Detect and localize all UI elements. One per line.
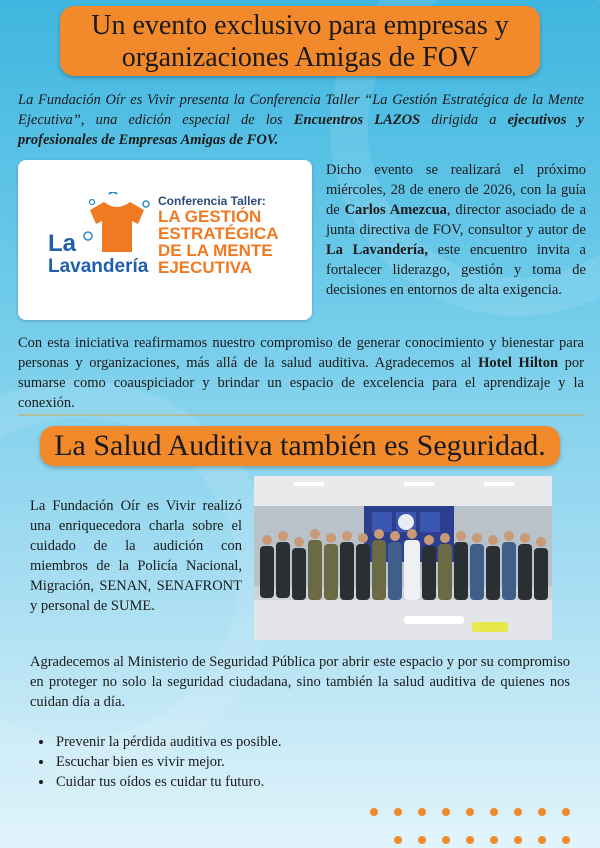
list-item: • Cuidar tus oídos es cuidar tu futuro.: [54, 772, 282, 792]
tips-list: [36, 732, 282, 792]
section1-title: Un evento exclusivo para empresas y organizaciones Amigas de FOV: [60, 6, 540, 76]
decorative-dot: [394, 836, 402, 844]
decorative-dot: [466, 808, 474, 816]
decorative-dot: [442, 836, 450, 844]
encuentros-lazos-highlight: Encuentros LAZOS: [293, 112, 421, 128]
logo-subtitle: Conferencia Taller:: [158, 194, 266, 208]
logo-brand-lavanderia: Lavandería: [48, 256, 149, 277]
commitment-paragraph: Con esta iniciativa reafirmamos nuestro compromiso de generar conocimiento y bienestar para personas y organizaciones, más allá de la salud auditiva. Agradecemos al Hotel Hilton por sumarse como coauspiciador y brindar un espacio de excelencia para el aprendizaje y la conexión.: [18, 335, 584, 411]
tshirt-icon: [80, 192, 154, 258]
decorative-dot: [418, 836, 426, 844]
sponsor-name: Hotel Hilton: [478, 355, 559, 371]
decorative-dot: [514, 808, 522, 816]
decorative-dot: [442, 808, 450, 816]
decorative-dot: [538, 836, 546, 844]
la-lavanderia-logo: [18, 160, 312, 320]
section1-intro: La Fundación Oír es Vivir presenta la Conferencia Taller “La Gestión Estratégica de la Mente Ejecutiva”, una edición especial de los Encuentros LAZOS dirigida a ejecutivos y profesionales de Empresas Amigas de FOV.: [18, 92, 584, 148]
speaker-name: Carlos Amezcua: [344, 202, 447, 218]
decorative-dot: [562, 836, 570, 844]
section2-title: La Salud Auditiva también es Seguridad.: [40, 426, 560, 466]
group-photo-illustration: [254, 476, 552, 640]
audience-highlight: ejecutivos y profesionales de Empresas Amigas de FOV.: [18, 112, 584, 148]
decorative-dot: [490, 808, 498, 816]
decorative-dot: [370, 808, 378, 816]
decorative-dot: [394, 808, 402, 816]
logo-brand-la: La: [48, 230, 77, 257]
group-photo: [254, 476, 552, 640]
decorative-dot: [562, 808, 570, 816]
section-divider: [18, 414, 584, 416]
decorative-dot: [418, 808, 426, 816]
list-item: • Prevenir la pérdida auditiva es posible.: [54, 732, 282, 752]
decorative-dot: [466, 836, 474, 844]
event-details-paragraph: Dicho evento se realizará el próximo miércoles, 28 de enero de 2026, con la guía de Carlos Amezcua, director asociado de a junta directiva de FOV, consultor y autor de La Lavandería, este encuentro invita a fortalecer liderazgo, gestión y toma de decisiones en entornos de alta exigencia.: [326, 162, 587, 298]
logo-title: LA GESTIÓN ESTRATÉGICA DE LA MENTE EJECUTIVA: [158, 207, 279, 277]
decorative-dot: [514, 836, 522, 844]
decorative-dot: [538, 808, 546, 816]
ministry-thanks-paragraph: Agradecemos al Ministerio de Seguridad Pública por abrir este espacio y por su compromiso en proteger no solo la seguridad ciudadana, sino también la salud auditiva de quienes nos cuidan día a día.: [30, 654, 570, 710]
list-item: • Escuchar bien es vivir mejor.: [54, 752, 282, 772]
book-title: La Lavandería,: [326, 242, 428, 258]
decorative-dot: [490, 836, 498, 844]
charla-paragraph: La Fundación Oír es Vivir realizó una enriquecedora charla sobre el cuidado de la audición con miembros de la Policía Nacional, Migración, SENAN, SENAFRONT y personal de SUME.: [30, 498, 242, 614]
